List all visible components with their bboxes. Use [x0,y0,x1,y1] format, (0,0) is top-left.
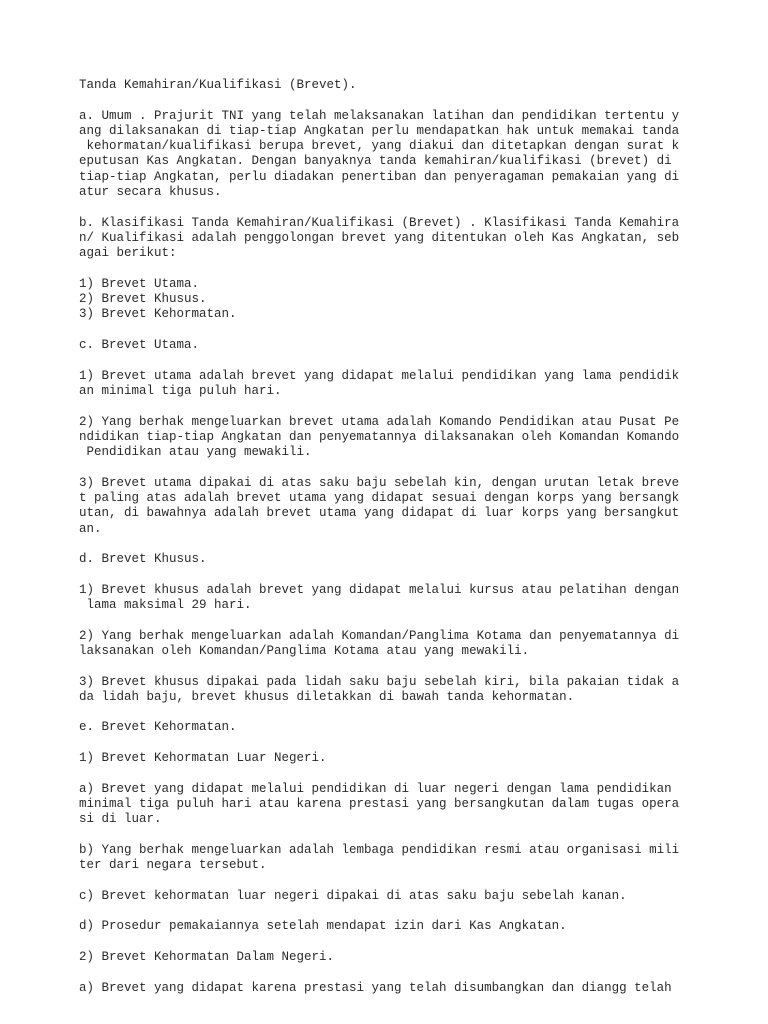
paragraph-d3: 3) Brevet khusus dipakai pada lidah saku baju sebelah kiri, bila pakaian tidak a da lidah baju, brevet khusus diletakkan di bawah tanda kehormatan. [79,674,680,704]
paragraph-e1a: a) Brevet yang didapat melalui pendidikan di luar negeri dengan lama pendidikan minimal tiga puluh hari atau karena prestasi yang bersangkutan dalam tugas opera si di luar. [79,781,680,827]
document-page [79,78,759,1011]
paragraph-e2a: a) Brevet yang didapat karena prestasi yang telah disumbangkan dan diangg telah [79,980,672,995]
paragraph-c3: 3) Brevet utama dipakai di atas saku baju sebelah kin, dengan urutan letak breve t paling atas adalah brevet utama yang didapat sesuai dengan korps yang bersangk utan, di bawahnya adalah brevet utama yang didapat di luar korps yang bersangkut an. [79,475,680,536]
paragraph-a-umum: a. Umum . Prajurit TNI yang telah melaksanakan latihan dan pendidikan tertentu y ang dilaksanakan di tiap-tiap Angkatan perlu mendapatkan hak untuk memakai tanda kehormatan/kualifikasi berupa brevet, yang diakui dan ditetapkan dengan surat k eputusan Kas Angkatan. Dengan banyaknya tanda kemahiran/kualifikasi (brevet) di tiap-tiap Angkatan, perlu diadakan penertiban dan penyeragaman pemakaian yang di atur secara khusus. [79,108,680,200]
paragraph-c1: 1) Brevet utama adalah brevet yang didapat melalui pendidikan yang lama pendidik an minimal tiga puluh hari. [79,368,680,398]
section-heading-e: e. Brevet Kehormatan. [79,720,237,735]
section-heading-c: c. Brevet Utama. [79,338,200,353]
subheading-e1: 1) Brevet Kehormatan Luar Negeri. [79,751,327,766]
paragraph-e1b: b) Yang berhak mengeluarkan adalah lembaga pendidikan resmi atau organisasi mili ter dari negara tersebut. [79,842,680,873]
section-heading-d: d. Brevet Khusus. [79,552,207,567]
paragraph-c2: 2) Yang berhak mengeluarkan brevet utama adalah Komando Pendidikan atau Pusat Pe ndidikan tiap-tiap Angkatan dan penyematannya dilaksanakan oleh Komandan Komando Pendidikan atau yang mewakili. [79,414,680,460]
paragraph-e1d: d) Prosedur pemakaiannya setelah mendapat izin dari Kas Angkatan. [79,919,567,934]
document-title: Tanda Kemahiran/Kualifikasi (Brevet). [79,78,357,92]
paragraph-d2: 2) Yang berhak mengeluarkan adalah Komandan/Panglima Kotama dan penyematannya di laksanakan oleh Komandan/Panglima Kotama atau yang mewakili. [79,628,680,658]
classification-list: 1) Brevet Utama. 2) Brevet Khusus. 3) Brevet Kehormatan. [79,276,237,322]
subheading-e2: 2) Brevet Kehormatan Dalam Negeri. [79,949,335,964]
paragraph-b-klasifikasi: b. Klasifikasi Tanda Kemahiran/Kualifikasi (Brevet) . Klasifikasi Tanda Kemahira n/ Kualifikasi adalah penggolongan brevet yang ditentukan oleh Kas Angkatan, seb agai berikut: [79,215,680,261]
paragraph-d1: 1) Brevet khusus adalah brevet yang didapat melalui kursus atau pelatihan dengan lama maksimal 29 hari. [79,582,680,613]
paragraph-e1c: c) Brevet kehormatan luar negeri dipakai di atas saku baju sebelah kanan. [79,888,627,903]
